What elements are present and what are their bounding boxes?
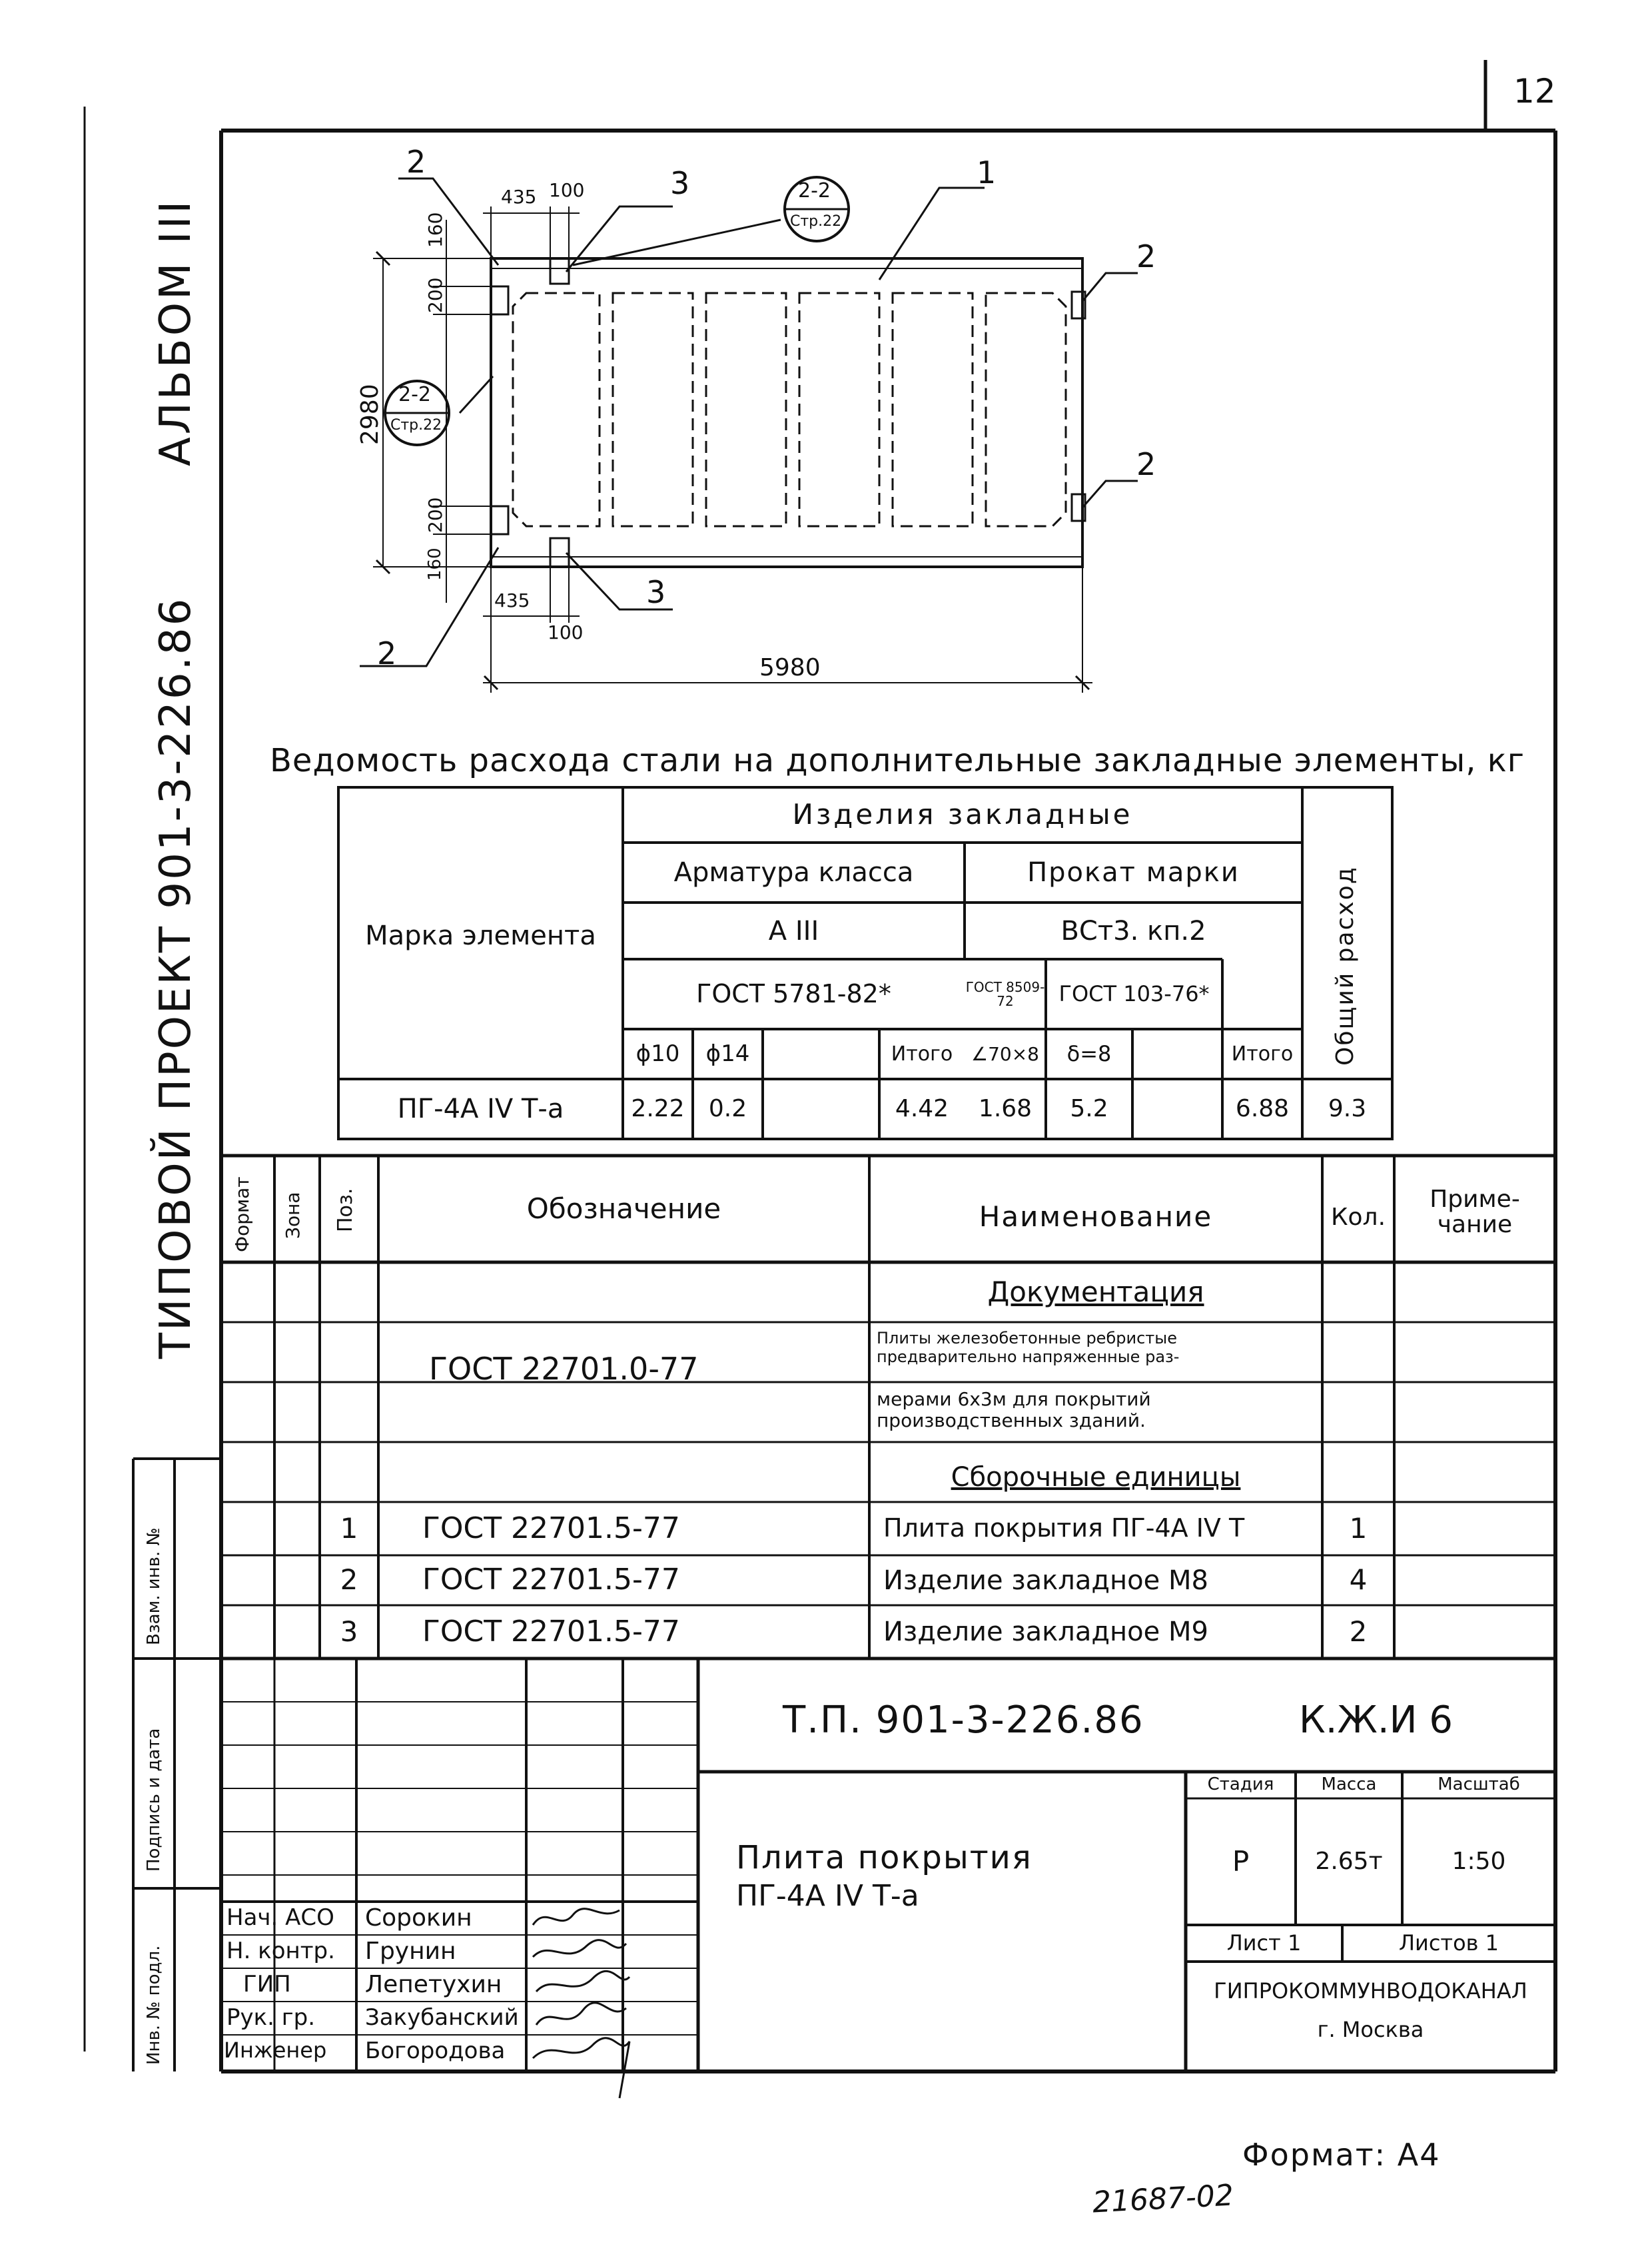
- dim-435-bottom: 435: [494, 589, 530, 611]
- spec-row-3-gost: ГОСТ 22701.5-77: [422, 1614, 680, 1649]
- dim-160-top: 160: [424, 212, 446, 248]
- signer-3-name: Лепетухин: [365, 1971, 502, 1998]
- sheets-count: Листов 1: [1398, 1930, 1499, 1956]
- section-documents: Документация: [987, 1275, 1204, 1308]
- spec-row-2-gost: ГОСТ 22701.5-77: [422, 1563, 680, 1597]
- spec-header-pos: Поз.: [334, 1188, 357, 1232]
- dim-100-bottom: 100: [548, 621, 584, 643]
- section-ref-b-top: 2-2: [398, 383, 431, 406]
- val-total-rolled: 6.88: [1235, 1095, 1290, 1123]
- sub-header-total-rebar: Итого: [891, 1042, 953, 1066]
- signer-4-name: Закубанский: [365, 2004, 519, 2031]
- title-mark: К.Ж.И 6: [1299, 1698, 1453, 1742]
- val-angle: 1.68: [978, 1095, 1032, 1123]
- val-total: 9.3: [1328, 1095, 1367, 1123]
- signer-2-role: Н. контр.: [226, 1938, 335, 1964]
- spec-header-format: Формат: [231, 1176, 253, 1252]
- callout-2-bottom-left: 2: [377, 635, 397, 671]
- side-stamp-original-inv: Инв. № подл.: [144, 1945, 164, 2065]
- format-label: Формат: А4: [1242, 2137, 1441, 2173]
- spec-row-1-pos: 1: [340, 1511, 358, 1545]
- scale-value: 1:50: [1451, 1848, 1506, 1876]
- spec-header-qty: Кол.: [1330, 1203, 1386, 1231]
- signer-3-role: ГИП: [243, 1971, 291, 1998]
- spec-row-2-name: Изделие закладное М8: [883, 1565, 1208, 1596]
- doc-gost: ГОСТ 22701.0-77: [429, 1350, 699, 1387]
- doc-name-line-2: мерами 6х3м для покрытий производственных зданий.: [877, 1388, 1151, 1432]
- spec-row-1-gost: ГОСТ 22701.5-77: [422, 1511, 680, 1545]
- signer-1-name: Сорокин: [365, 1904, 472, 1932]
- callout-3-bottom: 3: [646, 574, 666, 610]
- val-total-rebar: 4.42: [895, 1095, 949, 1123]
- spec-row-3-pos: 3: [340, 1615, 358, 1648]
- dim-160-bottom: 160: [425, 548, 445, 581]
- title-name-2: ПГ-4А IV Т-а: [736, 1879, 919, 1913]
- steel-table-title: Ведомость расхода стали на дополнительные закладные элементы, кг: [270, 742, 1525, 779]
- section-ref-a-bottom: Стр.22: [790, 213, 842, 230]
- spec-row-2-qty: 4: [1349, 1563, 1368, 1597]
- rolled-value: ВСт3. кп.2: [1060, 915, 1206, 946]
- side-stamp-replaced-inv: Взам. инв. №: [144, 1527, 164, 1645]
- row-mark: ПГ-4А IV Т-а: [397, 1094, 564, 1124]
- val-phi10: 2.22: [631, 1095, 685, 1123]
- sub-header-delta: δ=8: [1066, 1040, 1112, 1066]
- signer-4-role: Рук. гр.: [226, 2004, 316, 2031]
- dim-2980: 2980: [356, 384, 384, 445]
- title-code: Т.П. 901-3-226.86: [783, 1698, 1144, 1742]
- dim-5980: 5980: [759, 654, 821, 681]
- handwritten-signatures: [520, 1898, 639, 2178]
- rolled-grade-header: Прокат марки: [1027, 857, 1240, 888]
- section-assembly-units: Сборочные единицы: [951, 1461, 1241, 1493]
- val-delta: 5.2: [1070, 1095, 1108, 1123]
- spec-header-note: Приме-чание: [1430, 1186, 1520, 1238]
- gost-8509: ГОСТ 8509-72: [965, 978, 1045, 1009]
- rebar-value: А III: [768, 915, 819, 946]
- sub-header-phi10: ϕ10: [635, 1040, 680, 1067]
- section-ref-b-bottom: Стр.22: [390, 417, 442, 434]
- doc-name-line-1: Плиты железобетонные ребристые предварительно напряженные раз-: [877, 1329, 1180, 1366]
- val-phi14: 0.2: [708, 1095, 747, 1123]
- callout-1: 1: [977, 155, 997, 190]
- mass-value: 2.65т: [1315, 1848, 1383, 1876]
- callout-2-right-bottom: 2: [1136, 446, 1156, 482]
- spec-header-name: Наименование: [979, 1200, 1213, 1234]
- stage-header: Стадия: [1207, 1774, 1274, 1795]
- spec-header-zone: Зона: [282, 1192, 304, 1239]
- sub-header-phi14: ϕ14: [705, 1040, 750, 1067]
- spec-header-designation: Обозначение: [526, 1192, 721, 1225]
- callout-2-top-left: 2: [406, 144, 426, 180]
- group-header: Изделия закладные: [792, 798, 1133, 831]
- signer-5-role: Инженер: [224, 2038, 327, 2063]
- spec-row-3-name: Изделие закладное М9: [883, 1617, 1208, 1647]
- stage-value: Р: [1232, 1844, 1250, 1878]
- org-name: ГИПРОКОММУНВОДОКАНАЛ: [1214, 1978, 1527, 2004]
- spec-row-3-qty: 2: [1349, 1615, 1368, 1648]
- album-label: АЛЬБОМ III: [151, 198, 201, 466]
- callout-2-right-top: 2: [1136, 238, 1156, 274]
- dim-435-top: 435: [501, 186, 537, 208]
- signer-5-name: Богородова: [365, 2038, 506, 2064]
- signer-1-role: Нач. АСО: [226, 1904, 334, 1931]
- archive-stamp: 21687-02: [1091, 2178, 1235, 2220]
- project-label: ТИПОВОЙ ПРОЕКТ 901-3-226.86: [151, 596, 201, 1359]
- spec-row-1-name: Плита покрытия ПГ-4А IV Т: [883, 1513, 1245, 1543]
- section-ref-a-top: 2-2: [798, 179, 831, 202]
- spec-row-1-qty: 1: [1349, 1511, 1368, 1545]
- page-number: 12: [1513, 72, 1556, 111]
- sheet-number: Лист 1: [1226, 1930, 1302, 1956]
- dim-200-top: 200: [424, 277, 446, 313]
- col-mark-header: Марка элемента: [365, 921, 596, 951]
- callout-3-top: 3: [670, 165, 690, 201]
- mass-header: Масса: [1321, 1774, 1377, 1795]
- dim-100-top: 100: [549, 179, 585, 201]
- rebar-class-header: Арматура класса: [673, 857, 914, 888]
- org-city: г. Москва: [1317, 2016, 1424, 2042]
- side-stamp-signature-date: Подпись и дата: [144, 1728, 164, 1872]
- sub-header-total-rolled: Итого: [1231, 1042, 1294, 1066]
- gost-103: ГОСТ 103-76*: [1058, 980, 1210, 1006]
- title-name-1: Плита покрытия: [736, 1839, 1032, 1876]
- signer-2-name: Грунин: [365, 1938, 456, 1965]
- spec-row-2-pos: 2: [340, 1563, 358, 1597]
- gost-rebar: ГОСТ 5781-82*: [696, 978, 891, 1008]
- scale-header: Масштаб: [1438, 1774, 1520, 1795]
- total-column-header: Общий расход: [1332, 866, 1359, 1066]
- sub-header-angle: ∠70×8: [971, 1042, 1039, 1065]
- dim-200-bottom: 200: [424, 497, 446, 533]
